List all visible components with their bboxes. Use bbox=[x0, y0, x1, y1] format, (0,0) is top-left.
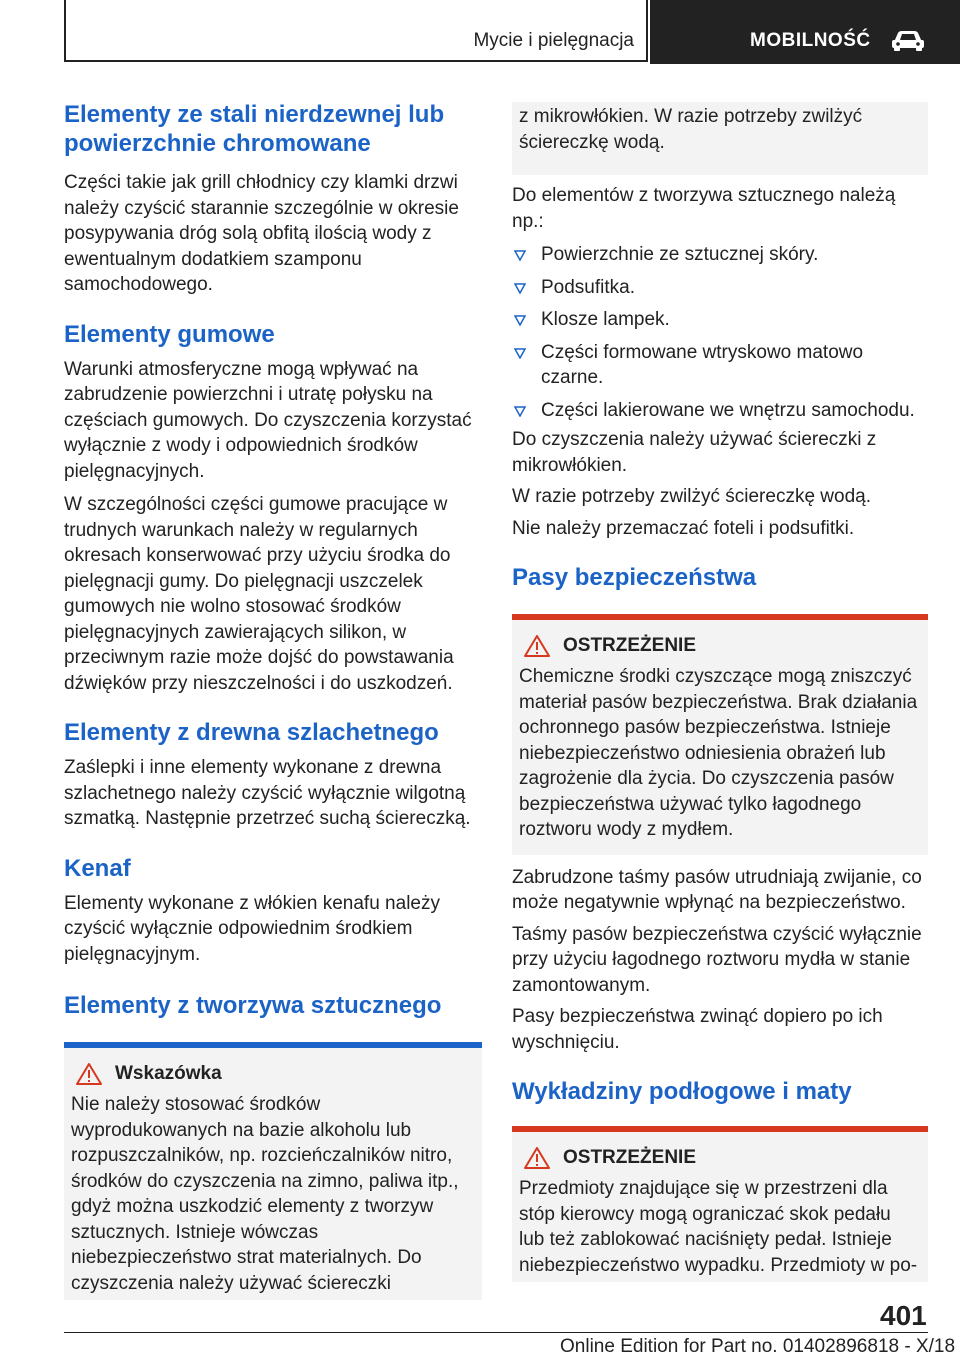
heading-seatbelts: Pasy bezpieczeństwa bbox=[512, 564, 757, 591]
paragraph-kenaf: Elementy wykonane z włókien kenafu należy czyścić wyłącznie odpowiednim środkiem pielęgnacyjnym. bbox=[64, 892, 440, 965]
paragraph-wood: Zaślepki i inne elementy wykonane z drewna szlachetnego należy czyścić wyłącznie wilgotną szmatką. Następnie przetrzeć suchą ściereczką. bbox=[64, 757, 471, 829]
paragraph-dirty-belts: Zabrudzone taśmy pasów utrudniają zwijanie, co może negatywnie wpłynąć na bezpieczeństwo. bbox=[512, 866, 922, 913]
paragraph-stainless: Części takie jak grill chłodnicy czy klamki drzwi należy czyścić starannie szczególnie w okresie posypywania dróg solą obfitą ilością wody z ewentualnym dodatkiem szamponu samochodowego. bbox=[64, 172, 459, 295]
heading-stainless: Elementy ze stali nierdzewnej lub powierzchnie chromowane bbox=[64, 101, 445, 157]
paragraph-retract-belts: Pasy bezpieczeństwa zwinąć dopiero po ich wyschnięciu. bbox=[512, 1006, 883, 1053]
heading-kenaf: Kenaf bbox=[64, 854, 131, 882]
right-column bbox=[512, 102, 928, 1282]
left-column bbox=[64, 100, 482, 1300]
bullet-triangle-icon bbox=[514, 282, 526, 294]
warning-title: OSTRZEŻENIE bbox=[563, 635, 697, 656]
paragraph-no-soak: Nie należy przemaczać foteli i podsufitki. bbox=[512, 517, 855, 539]
warning-text: Przedmioty znajdujące się w przestrzeni dla stóp kierowcy mogą ograniczać skok pedału lub też zablokować naciśnięty pedał. Istnieje niebezpieczeństwo wypadku. Przedmioty w po- bbox=[519, 1178, 918, 1276]
warning-triangle-icon bbox=[75, 1062, 103, 1086]
bullet-triangle-icon bbox=[514, 405, 526, 417]
warning-triangle-icon bbox=[523, 634, 551, 658]
note-continued-text: z mikrowłókien. W razie potrzeby zwilżyć ściereczkę wodą. bbox=[519, 106, 863, 153]
heading-rubber: Elementy gumowe bbox=[64, 320, 275, 348]
car-icon bbox=[890, 28, 926, 52]
warning-text: Chemiczne środki czyszczące mogą zniszczyć materiał pasów bezpieczeństwa. Brak działania ochronnego pasów bezpieczeństwa. Istnieje niebezpieczeństwo odniesienia obrażeń lub zagrożenie dla życia. Do czyszczenia pasów bezpieczeństwa używać tylko łagodnego roztworu wody z mydłem. bbox=[519, 666, 918, 840]
note-box bbox=[64, 1042, 482, 1300]
section-title: MOBILNOŚĆ bbox=[750, 30, 871, 51]
warning-box-mats bbox=[512, 1126, 928, 1282]
paragraph-microfiber: Do czyszczenia należy używać ściereczki z mikrowłókien. bbox=[512, 429, 877, 476]
plastic-parts-list bbox=[512, 242, 928, 423]
note-box-continued bbox=[512, 102, 928, 175]
page-number: 401 bbox=[880, 1300, 927, 1331]
warning-title: OSTRZEŻENIE bbox=[563, 1147, 697, 1168]
header-chapter-box bbox=[64, 0, 648, 62]
bullet-triangle-icon bbox=[514, 314, 526, 326]
heading-plastic: Elementy z tworzywa sztucznego bbox=[64, 992, 442, 1019]
heading-floor-mats: Wykładziny podłogowe i maty bbox=[512, 1078, 852, 1105]
header-section-box bbox=[650, 0, 960, 64]
list-item: Powierzchnie ze sztucznej skóry. bbox=[512, 242, 928, 268]
edition-note: Online Edition for Part no. 01402896818 - X/18 bbox=[560, 1336, 956, 1357]
bullet-triangle-icon bbox=[514, 347, 526, 359]
list-item: Części lakierowane we wnętrzu samochodu. bbox=[512, 398, 928, 424]
warning-box-seatbelts bbox=[512, 614, 928, 855]
note-title: Wskazówka bbox=[115, 1063, 222, 1084]
heading-wood: Elementy z drewna szlachetnego bbox=[64, 719, 439, 746]
footer-divider bbox=[64, 1332, 928, 1333]
chapter-title: Mycie i pielęgnacja bbox=[473, 30, 634, 51]
paragraph-moisten: W razie potrzeby zwilżyć ściereczkę wodą. bbox=[512, 486, 871, 507]
list-item: Klosze lampek. bbox=[512, 307, 928, 333]
paragraph-plastic-parts: Do elementów z tworzywa sztucznego należą np.: bbox=[512, 185, 896, 232]
page-header bbox=[0, 0, 960, 66]
note-text: Nie należy stosować środków wyprodukowanych na bazie alkoholu lub rozpuszczalników, np. rozcieńczalników nitro, środków do czyszczenia na zimno, paliwa itp., gdyż można uszkodzić elementy z tworzyw sztucznych. Istnieje wówczas niebezpieczeństwo strat materialnych. Do czyszczenia należy używać ściereczki bbox=[71, 1094, 459, 1294]
bullet-triangle-icon bbox=[514, 249, 526, 261]
list-item: Części formowane wtryskowo matowo czarne. bbox=[512, 340, 928, 391]
paragraph-clean-belts: Taśmy pasów bezpieczeństwa czyścić wyłącznie przy użyciu łagodnego roztworu mydła w stanie zamontowanym. bbox=[512, 923, 922, 996]
paragraph-rubber-2: W szczególności części gumowe pracujące w trudnych warunkach należy w regularnych okresach konserwować przy użyciu środka do pielęgnacji gumy. Do pielęgnacji uszczelek gumowych nie wolno stosować środków pielęgnacyjnych zawierających silikon, w przeciwnym razie może dojść do powstawania dźwięków przy nieszczelności i do uszkodzeń. bbox=[64, 494, 454, 694]
paragraph-rubber-1: Warunki atmosferyczne mogą wpływać na zabrudzenie powierzchni i utratę połysku na częściach gumowych. Do czyszczenia korzystać wyłącznie z wody i odpowiednich środków pielęgnacyjnych. bbox=[64, 358, 472, 482]
list-item: Podsufitka. bbox=[512, 275, 928, 301]
warning-triangle-icon bbox=[523, 1146, 551, 1170]
